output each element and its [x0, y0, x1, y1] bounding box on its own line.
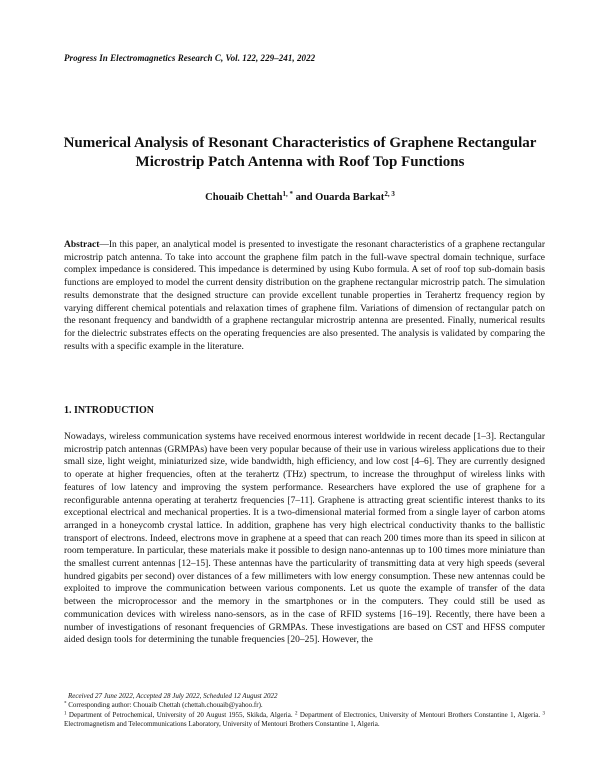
section-heading: 1. INTRODUCTION	[64, 405, 155, 416]
author-affiliation-mark: 1, *	[282, 190, 293, 198]
affiliation-text: Electromagnetism and Telecommunications Laboratory, University of Mentouri Brothers Constantine 1, Algeria.	[64, 719, 380, 728]
paper-title: Numerical Analysis of Resonant Characteristics of Graphene Rectangular Microstrip Patch Antenna with Roof Top Functions	[63, 135, 537, 170]
footnote-mark: 3	[542, 711, 546, 717]
corresponding-author-note	[64, 701, 545, 710]
corresponding-author-text: Corresponding author: Chouaib Chettah (chettah.chouaib@yahoo.fr).	[68, 701, 263, 710]
footnote-mark: 1	[64, 711, 67, 717]
abstract-label: Abstract	[64, 240, 100, 250]
journal-citation: Progress In Electromagnetics Research C, Vol. 122, 229–241, 2022	[64, 53, 316, 63]
author-name: Ouarda Barkat	[315, 192, 385, 203]
section-body: Nowadays, wireless communication systems have received enormous interest worldwide in recent decade [1–3]. Rectangular microstrip patch antennas (GRMPAs) have been very popular because of their use in various wireless applications due to their small size, light weight, miniaturized size, wide bandwidth, high efficiency, and low cost [4–6]. They are currently designed to operate at higher frequencies, often at the terahertz (THz) spectrum, to increase the throughput of wireless links with features of low latency and improving the system performance. Researchers have explored the use of graphene for a reconfigurable antenna operating at terahertz frequencies [7–11]. Graphene is attracting great scientific interest thanks to its exceptional electrical and mechanical properties. It is a two-dimensional material formed from a single layer of carbon atoms arranged in a honeycomb crystal lattice. In addition, graphene has very high electrical conductivity thanks to the ballistic transport of electrons. Indeed, electrons move in graphene at a speed that can reach 200 times more than its speed in silicon at room temperature. In particular, these materials make it possible to design nano-antennas up to 100 times more miniature than the smallest current antennas [12–15]. These antennas have the particularity of transmitting data at very high speeds (several hundred gigabits per second) over distances of a few millimeters with low energy consumption. These new antennas could be exploited to improve the communication between various components. Let us quote the example of transfer of the data between the microprocessor and the memory in the smartphones or in the computers. They could still be used as communication devices with wireless nano-sensors, as in the case of RFID systems [16–19]. Recently, there have been a number of investigations of resonant frequencies of GRMPAs. These investigations are based on CST and HFSS computer aided design tools for determining the tunable frequencies [20–25]. However, the	[64, 432, 545, 646]
footnotes	[64, 692, 545, 729]
author-affiliation-mark: 2, 3	[384, 190, 395, 198]
received-dates: Received 27 June 2022, Accepted 28 July 2022, Scheduled 12 August 2022	[68, 692, 278, 700]
footnote-mark: *	[64, 701, 67, 707]
affiliation-text: Department of Electronics, University of Mentouri Brothers Constantine 1, Algeria.	[299, 710, 541, 719]
author-name: Chouaib Chettah	[205, 192, 283, 203]
affiliation-text: Department of Petrochemical, University of 20 August 1955, Skikda, Algeria.	[68, 710, 293, 719]
author-list	[60, 192, 540, 203]
affiliations	[64, 711, 545, 730]
author-joiner: and	[295, 192, 313, 203]
footnote-mark: 2	[295, 711, 298, 717]
abstract	[64, 239, 545, 353]
abstract-text: —In this paper, an analytical model is presented to investigate the resonant characteristics of a graphene rectangular microstrip patch antenna. To take into account the graphene film patch in the full-wave spectral domain technique, surface complex impedance is considered. This impedance is determined by using Kubo formula. A set of roof top sub-domain basis functions are employed to model the current density distribution on the graphene rectangular microstrip patch. The simulation results demonstrate that the designed structure can provide excellent tunable properties in Terahertz frequency region by varying different chemical potentials and relaxation times of graphene film. Variations of dimension of rectangular patch on the resonant frequency and bandwidth of a graphene rectangular microstrip antenna are presented. Finally, numerical results for the dielectric substrates effects on the operating frequencies are also presented. The analysis is validated by comparing the results with a specific example in the literature.	[64, 240, 545, 352]
